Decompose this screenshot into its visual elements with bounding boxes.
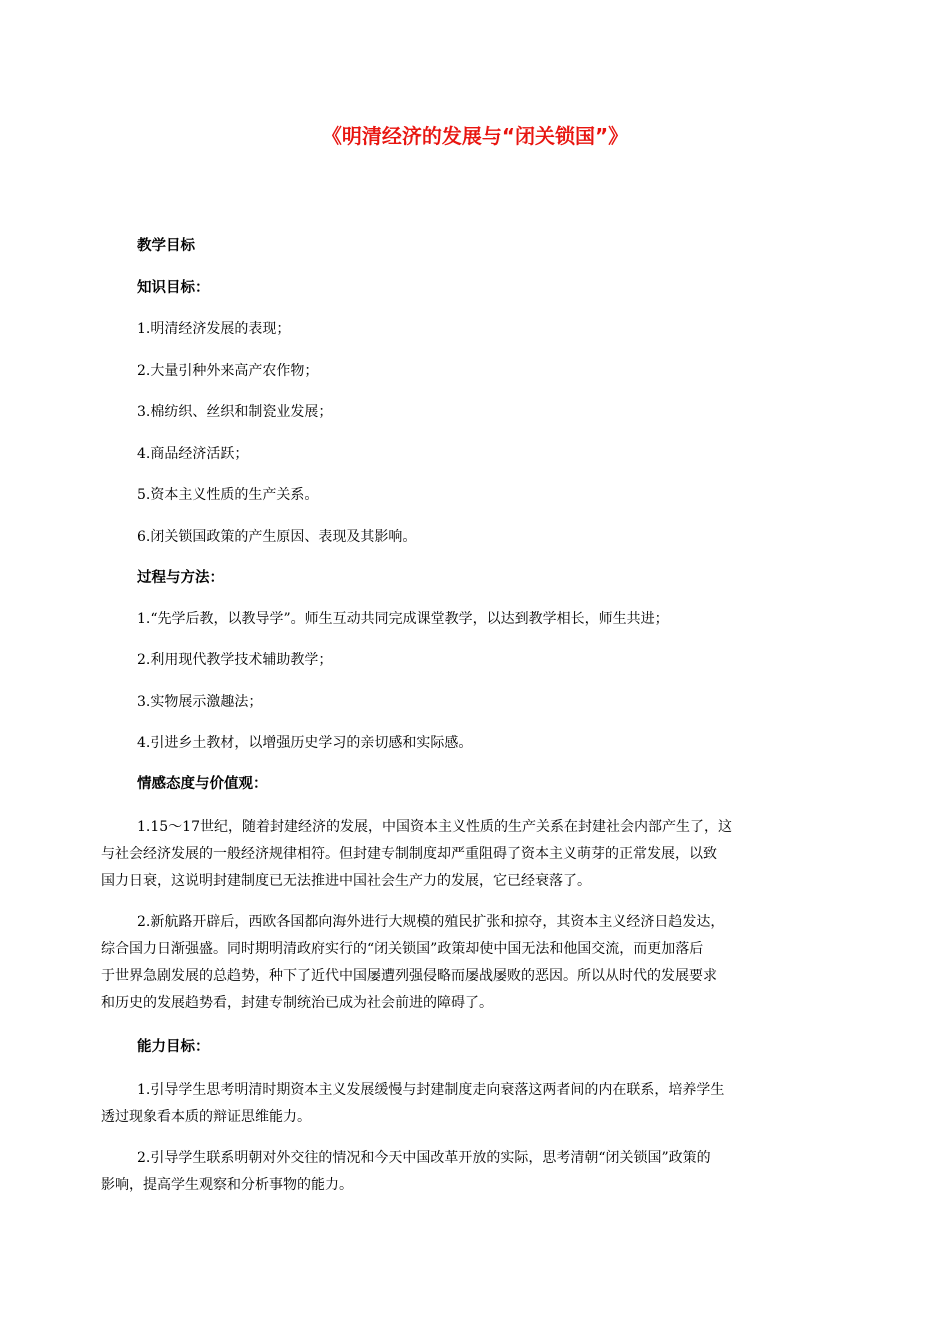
ability-heading: 能力目标： bbox=[137, 1039, 210, 1055]
knowledge-item: 4.商品经济活跃； bbox=[137, 445, 249, 462]
teaching-goal-heading: 教学目标 bbox=[137, 238, 195, 254]
process-item: 1.“先学后教，以教导学”。师生互动共同完成课堂教学，以达到教学相长，师生共进； bbox=[137, 610, 669, 627]
paragraph-line: 1.15～17世纪，随着封建经济的发展，中国资本主义性质的生产关系在封建社会内部产生了，这 bbox=[137, 819, 732, 835]
paragraph-line: 1.引导学生思考明清时期资本主义发展缓慢与封建制度走向衰落这两者间的内在联系，培养学生 bbox=[137, 1082, 725, 1098]
paragraph-line: 综合国力日渐强盛。同时期明清政府实行的“闭关锁国”政策却使中国无法和他国交流，而更加落后 bbox=[101, 941, 704, 957]
knowledge-item: 2.大量引种外来高产农作物； bbox=[137, 362, 319, 379]
paragraph-line: 2.新航路开辟后，西欧各国都向海外进行大规模的殖民扩张和掠夺，其资本主义经济日趋发达， bbox=[137, 914, 725, 930]
paragraph-line: 2.引导学生联系明朝对外交往的情况和今天中国改革开放的实际，思考清朝“闭关锁国”政策的 bbox=[137, 1150, 711, 1166]
document-title: 《明清经济的发展与“闭关锁国”》 bbox=[321, 124, 629, 148]
document-body bbox=[101, 235, 849, 1213]
paragraph-line: 透过现象看本质的辩证思维能力。 bbox=[101, 1109, 311, 1125]
process-heading: 过程与方法： bbox=[137, 569, 224, 586]
knowledge-item: 5.资本主义性质的生产关系。 bbox=[137, 487, 319, 503]
knowledge-item: 3.棉纺织、丝织和制瓷业发展； bbox=[137, 404, 333, 420]
process-item: 3.实物展示激趣法； bbox=[137, 693, 263, 710]
paragraph-line: 国力日衰，这说明封建制度已无法推进中国社会生产力的发展，它已经衰落了。 bbox=[101, 873, 591, 889]
ability-paragraph-2 bbox=[101, 1145, 849, 1199]
emotion-paragraph-2 bbox=[101, 909, 849, 1017]
knowledge-item: 1.明清经济发展的表现； bbox=[137, 321, 291, 337]
paragraph-line: 于世界急剧发展的总趋势，种下了近代中国屡遭列强侵略而屡战屡败的恶因。所以从时代的发展要求 bbox=[101, 968, 717, 984]
process-item: 2.利用现代教学技术辅助教学； bbox=[137, 652, 333, 668]
emotion-heading: 情感态度与价值观： bbox=[137, 776, 268, 792]
knowledge-item: 6.闭关锁国政策的产生原因、表现及其影响。 bbox=[137, 528, 417, 545]
emotion-paragraph-1 bbox=[101, 814, 849, 895]
process-item: 4.引进乡土教材，以增强历史学习的亲切感和实际感。 bbox=[137, 735, 473, 751]
paragraph-line: 和历史的发展趋势看，封建专制统治已成为社会前进的障碍了。 bbox=[101, 995, 493, 1011]
paragraph-line: 与社会经济发展的一般经济规律相符。但封建专制制度却严重阻碍了资本主义萌芽的正常发展，以致 bbox=[101, 846, 717, 862]
knowledge-heading: 知识目标： bbox=[137, 280, 210, 296]
paragraph-line: 影响，提高学生观察和分析事物的能力。 bbox=[101, 1177, 353, 1193]
ability-paragraph-1 bbox=[101, 1077, 849, 1131]
